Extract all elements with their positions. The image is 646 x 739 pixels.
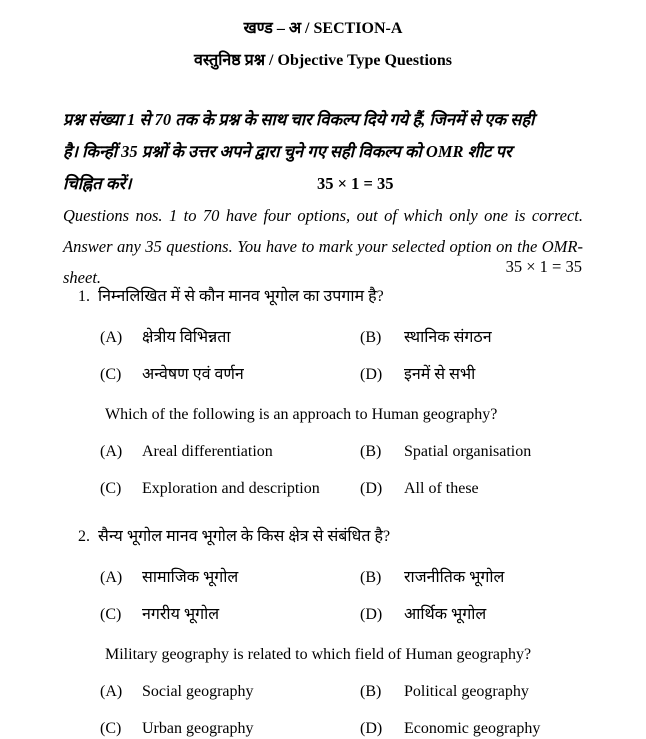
option-text: अन्वेषण एवं वर्णन	[142, 366, 244, 383]
option-label: (B)	[360, 329, 382, 346]
question-text-hindi: सैन्य भूगोल मानव भूगोल के किस क्षेत्र से संबंधित है?	[98, 528, 391, 545]
option-text: Spatial organisation	[404, 443, 532, 460]
option-label: (C)	[100, 606, 122, 623]
options-english	[0, 433, 646, 507]
question-number: 2.	[78, 528, 90, 545]
option-label: (B)	[360, 569, 382, 586]
question-line-hindi	[0, 527, 646, 547]
option-row	[0, 356, 646, 393]
options-english	[0, 673, 646, 739]
option-label: (D)	[360, 480, 383, 497]
option-label: (C)	[100, 720, 122, 737]
option-text: क्षेत्रीय विभिन्नता	[142, 329, 231, 346]
option-text: Areal differentiation	[142, 443, 273, 460]
option-text: स्थानिक संगठन	[404, 329, 492, 346]
option-label: (A)	[100, 329, 123, 346]
option-text: Exploration and description	[142, 480, 320, 497]
option-row	[0, 319, 646, 356]
option-label: (D)	[360, 606, 383, 623]
instruction-line-3-text: चिह्नित करें।	[63, 174, 132, 193]
option-text: Urban geography	[142, 720, 254, 737]
option-row	[0, 433, 646, 470]
option-text: Economic geography	[404, 720, 541, 737]
option-label: (A)	[100, 443, 123, 460]
instructions-english: Questions nos. 1 to 70 have four options, out of which only one is correct. Answer any 35 questions. You have to mark your selected option on the OMR-sheet.	[63, 206, 583, 287]
question-number: 1.	[78, 288, 90, 305]
marks-formula-english: 35 × 1 = 35	[505, 257, 582, 276]
options-hindi	[0, 319, 646, 393]
option-label: (B)	[360, 443, 382, 460]
option-label: (A)	[100, 569, 123, 586]
option-row	[0, 470, 646, 507]
option-label: (D)	[360, 720, 383, 737]
option-text: राजनीतिक भूगोल	[404, 569, 505, 586]
section-heading: खण्ड – अ / SECTION-A	[243, 20, 403, 37]
option-text: आर्थिक भूगोल	[404, 606, 487, 623]
option-row	[0, 710, 646, 739]
question-type-heading: वस्तुनिष्ठ प्रश्न / Objective Type Questions	[193, 52, 453, 69]
question-block-1	[0, 287, 646, 507]
option-row	[0, 559, 646, 596]
option-label: (D)	[360, 366, 383, 383]
option-label: (A)	[100, 683, 123, 700]
option-label: (C)	[100, 480, 122, 497]
question-text-hindi: निम्नलिखित में से कौन मानव भूगोल का उपगाम है?	[98, 288, 384, 305]
instruction-line-3	[63, 168, 585, 200]
option-text: सामाजिक भूगोल	[142, 569, 239, 586]
instruction-line-2: है। किन्हीं 35 प्रश्नों के उत्तर अपने द्वारा चुने गए सही विकल्प को OMR शीट पर	[63, 142, 512, 161]
option-row	[0, 596, 646, 633]
marks-formula-hindi: 35 × 1 = 35	[317, 174, 394, 193]
option-text: नगरीय भूगोल	[142, 606, 220, 623]
instruction-line-1: प्रश्न संख्या 1 से 70 तक के प्रश्न के साथ चार विकल्प दिये गये हैं, जिनमें से एक सही	[63, 110, 535, 129]
option-row	[0, 673, 646, 710]
question-line-hindi	[0, 287, 646, 307]
option-label: (B)	[360, 683, 382, 700]
option-label: (C)	[100, 366, 122, 383]
question-text-english: Military geography is related to which field of Human geography?	[105, 646, 532, 663]
question-block-2	[0, 527, 646, 739]
options-hindi	[0, 559, 646, 633]
option-text: Social geography	[142, 683, 254, 700]
option-text: All of these	[404, 480, 479, 497]
option-text: Political geography	[404, 683, 529, 700]
instructions-hindi	[63, 104, 585, 200]
option-text: इनमें से सभी	[404, 366, 476, 383]
question-text-english: Which of the following is an approach to Human geography?	[105, 406, 498, 423]
